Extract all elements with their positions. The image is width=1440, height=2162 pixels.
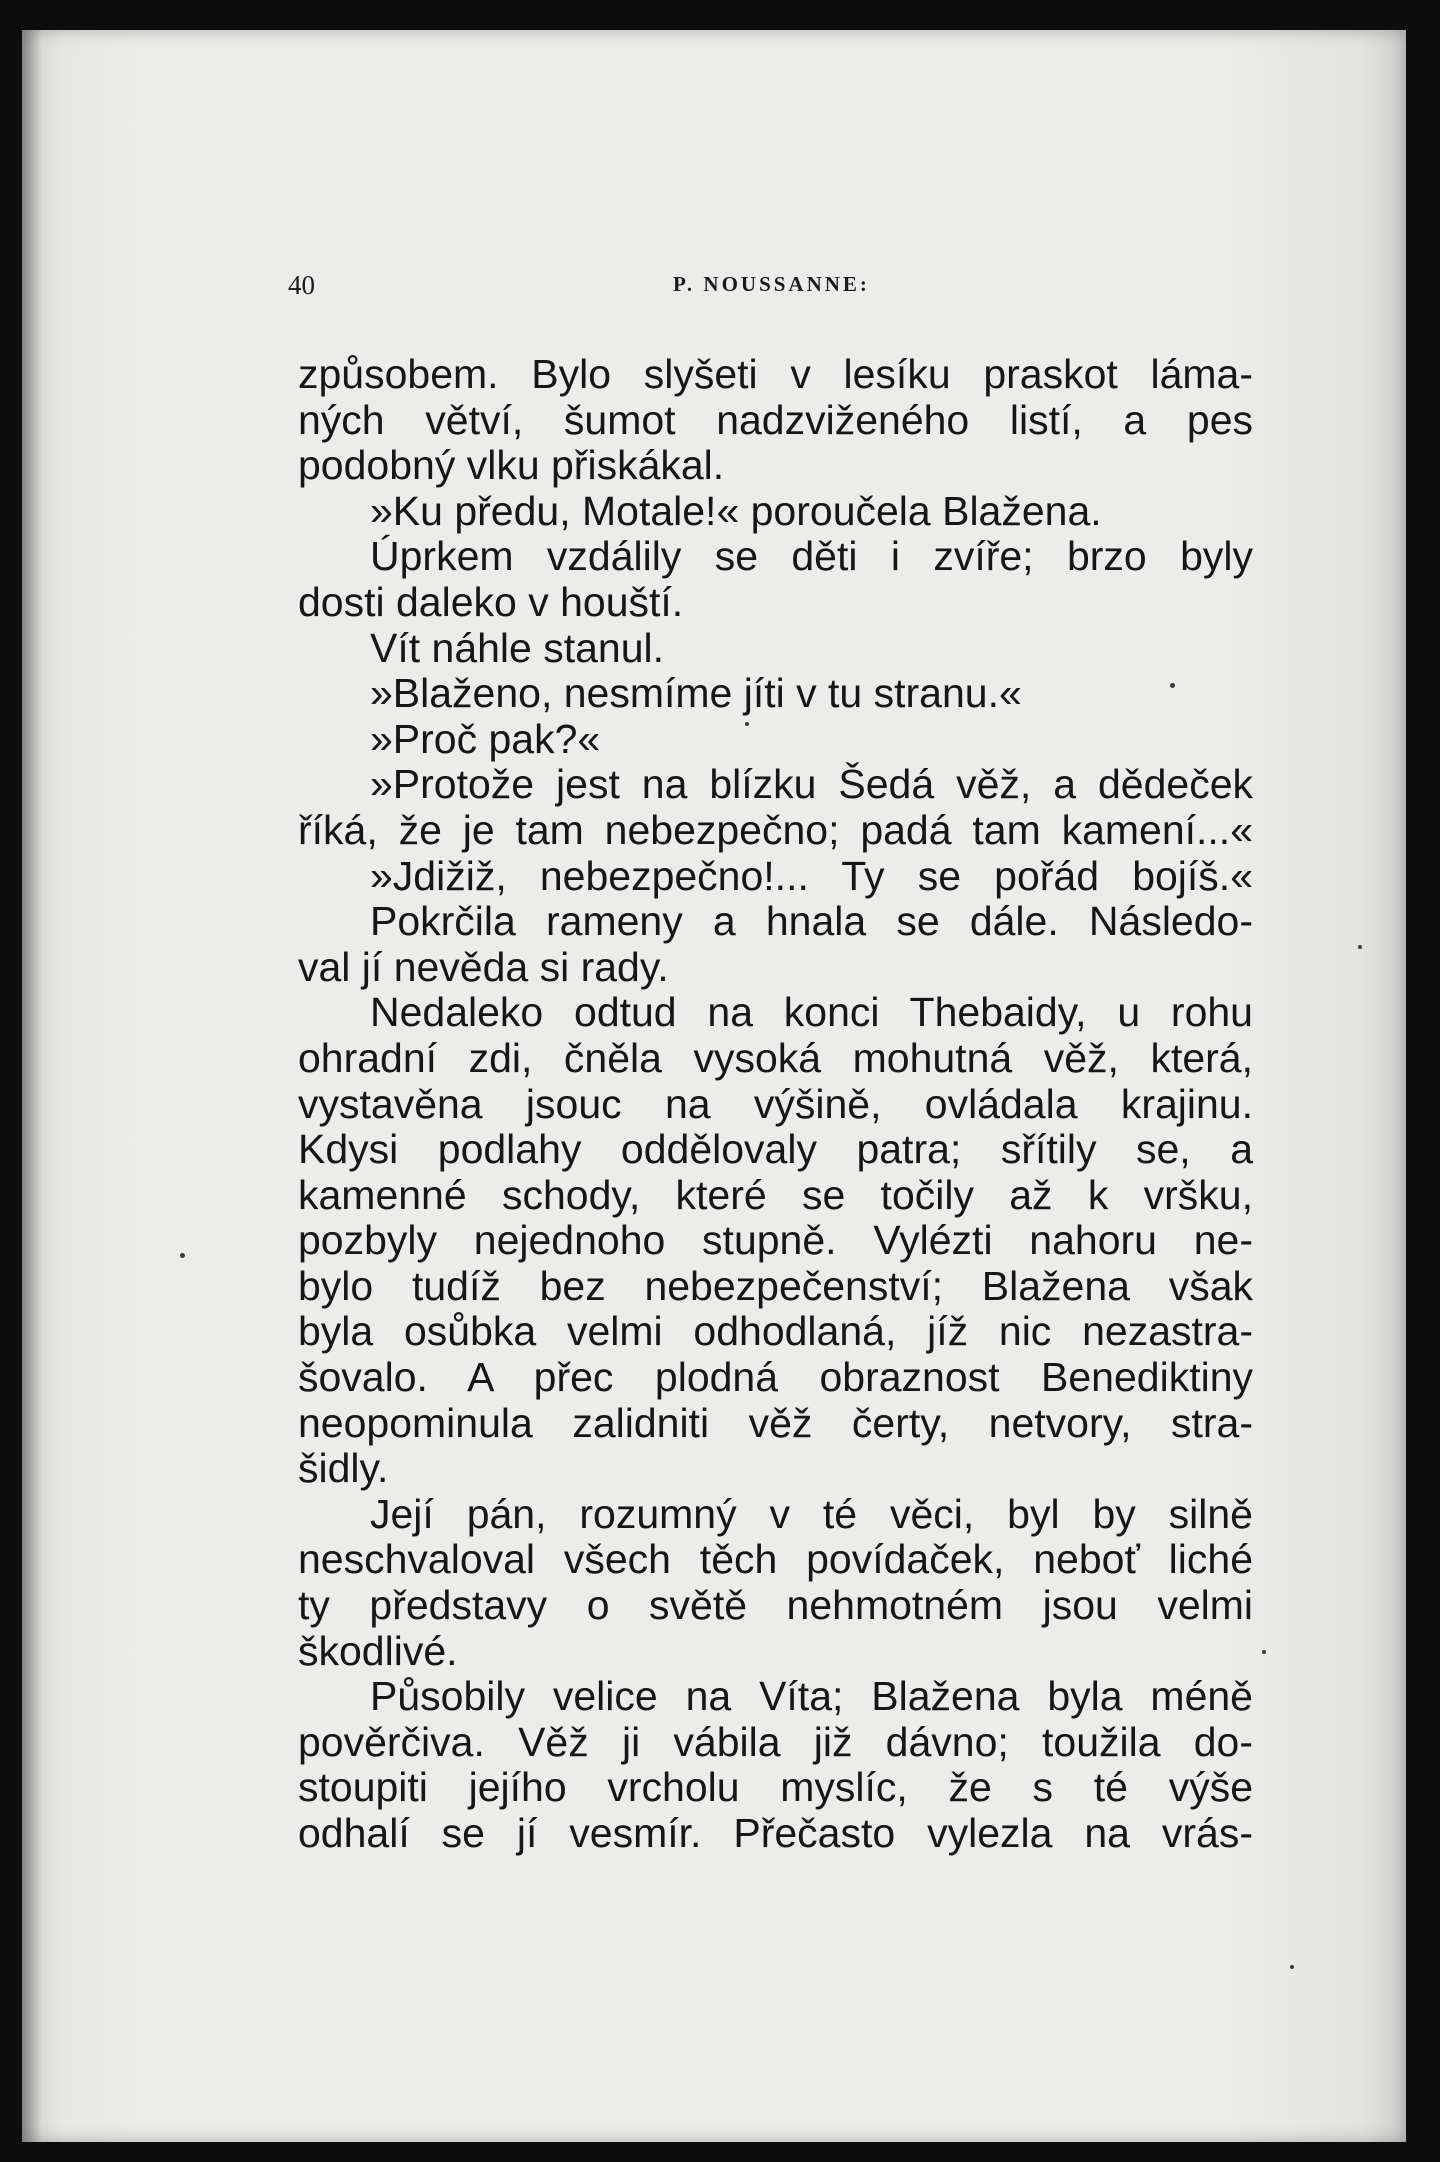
text-line: podobný vlku přiskákal. [298,442,725,489]
text-line: pověrčiva. Věž ji vábila již dávno; toužila do- [298,1718,1253,1765]
text-line: vystavěna jsouc na výšině, ovládala krajinu. [298,1080,1253,1127]
body-text [298,352,1253,1857]
text-line: »Protože jest na blízku Šedá věž, a dědeček [370,761,1253,808]
text-line: odhalí se jí vesmír. Přečasto vylezla na vrás- [298,1810,1253,1856]
text-line: ných větví, šumot nadzviženého listí, a pes [298,396,1253,443]
text-line: bylo tudíž bez nebezpečenství; Blažena však [298,1262,1253,1309]
text-line: byla osůbka velmi odhodlaná, jíž nic nezastra- [298,1308,1253,1355]
text-line: ohradní zdi, čněla vysoká mohutná věž, která, [298,1034,1253,1081]
text-line: šovalo. A přec plodná obraznost Benediktiny [298,1354,1253,1401]
dust-speck [1170,683,1175,688]
text-line: Úprkem vzdálily se děti i zvíře; brzo byly [370,533,1253,580]
text-line: Působily velice na Víta; Blažena byla méně [370,1673,1253,1720]
text-line: Vít náhle stanul. [370,624,665,671]
text-line: škodlivé. [298,1627,458,1674]
dust-speck [180,1253,185,1258]
page-number: 40 [288,270,315,300]
text-line: způsobem. Bylo slyšeti v lesíku praskot láma- [298,351,1253,397]
text-line: šidly. [298,1445,389,1492]
running-header [288,270,1258,310]
text-line: »Jdižiž, nebezpečno!... Ty se pořád bojíš.« [370,852,1253,899]
text-line: Kdysi podlahy oddělovaly patra; sřítily se, a [298,1126,1253,1173]
text-line: Nedaleko odtud na konci Thebaidy, u rohu [370,989,1253,1036]
text-line: stoupiti jejího vrcholu myslíc, že s té výše [298,1764,1253,1811]
page-binding-shadow [22,30,42,2142]
text-line: »Ku předu, Motale!« poroučela Blažena. [370,487,1102,534]
text-line: »Blaženo, nesmíme jíti v tu stranu.« [370,670,1022,717]
text-line: pozbyly nejednoho stupně. Vylézti nahoru ne- [298,1217,1253,1264]
text-line: říká, že je tam nebezpečno; padá tam kamení...« [298,806,1253,853]
dust-speck [745,722,749,726]
text-line: neschvaloval všech těch povídaček, neboť liché [298,1536,1253,1583]
text-line: val jí nevěda si rady. [298,943,669,990]
text-line: Její pán, rozumný v té věci, byl by silně [370,1490,1253,1537]
text-line: dosti daleko v houští. [298,578,684,625]
running-head-author: P. NOUSSANNE: [673,272,870,296]
dust-speck [1262,1650,1266,1654]
dust-speck [1358,945,1362,949]
text-line: »Proč pak?« [370,715,601,762]
text-line: neopominula zalidniti věž čerty, netvory, stra- [298,1399,1253,1446]
text-line: ty představy o světě nehmotném jsou velmi [298,1582,1253,1629]
text-line: Pokrčila rameny a hnala se dále. Následo- [370,898,1253,945]
text-line: kamenné schody, které se točily až k vršku, [298,1171,1253,1218]
dust-speck [1290,1965,1294,1969]
